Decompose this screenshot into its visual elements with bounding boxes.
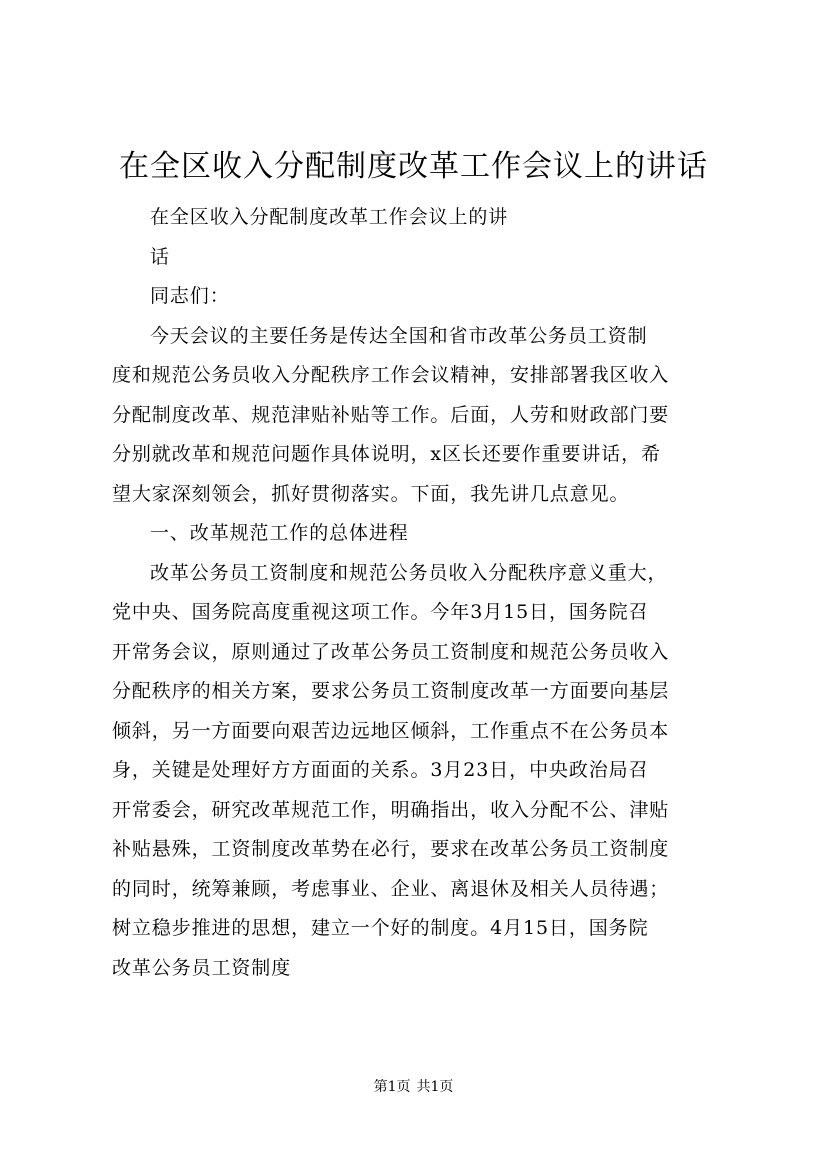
- body-line: 一、改革规范工作的总体进程: [150, 522, 409, 544]
- document-title: 在全区收入分配制度改革工作会议上的讲话: [119, 149, 708, 184]
- body-line: 倾斜，另一方面要向艰苦边远地区倾斜，工作重点不在公务员本: [112, 719, 670, 742]
- body-line: 今天会议的主要任务是传达全国和省市改革公务员工资制: [150, 324, 648, 347]
- body-line: 党中央、国务院高度重视这项工作。今年3月15日，国务院召: [112, 601, 649, 623]
- body-line: 开常务会议，原则通过了改革公务员工资制度和规范公务员收入: [112, 640, 670, 663]
- body-line: 同志们：: [150, 285, 230, 307]
- body-line: 望大家深刻领会，抓好贯彻落实。下面，我先讲几点意见。: [112, 482, 630, 505]
- page-number: 第1页: [373, 1079, 411, 1095]
- body-line: 改革公务员工资制度和规范公务员收入分配秩序意义重大，: [150, 561, 668, 584]
- body-line: 在全区收入分配制度改革工作会议上的讲: [150, 206, 509, 228]
- body-line: 树立稳步推进的思想，建立一个好的制度。4月15日，国务院: [112, 917, 649, 939]
- body-line: 补贴悬殊，工资制度改革势在必行，要求在改革公务员工资制度: [112, 838, 670, 860]
- page-total: 共1页: [416, 1079, 454, 1095]
- body-line: 分别就改革和规范问题作具体说明，x区长还要作重要讲话，希: [112, 443, 661, 465]
- body-line: 开常委会，研究改革规范工作，明确指出，收入分配不公、津贴: [112, 798, 670, 821]
- page-footer: [0, 1077, 827, 1097]
- body-line: 分配秩序的相关方案，要求公务员工资制度改革一方面要向基层: [112, 680, 670, 702]
- body-line: 的同时，统筹兼顾，考虑事业、企业、离退休及相关人员待遇；: [112, 877, 670, 900]
- body-line: 改革公务员工资制度: [112, 956, 292, 979]
- body-line: 度和规范公务员收入分配秩序工作会议精神，安排部署我区收入: [112, 364, 670, 386]
- document-body: [112, 198, 752, 988]
- body-line: 身，关键是处理好方方面面的关系。3月23日，中央政治局召: [112, 759, 649, 781]
- body-line: 分配制度改革、规范津贴补贴等工作。后面，人劳和财政部门要: [112, 403, 670, 426]
- body-line: 话: [150, 245, 170, 268]
